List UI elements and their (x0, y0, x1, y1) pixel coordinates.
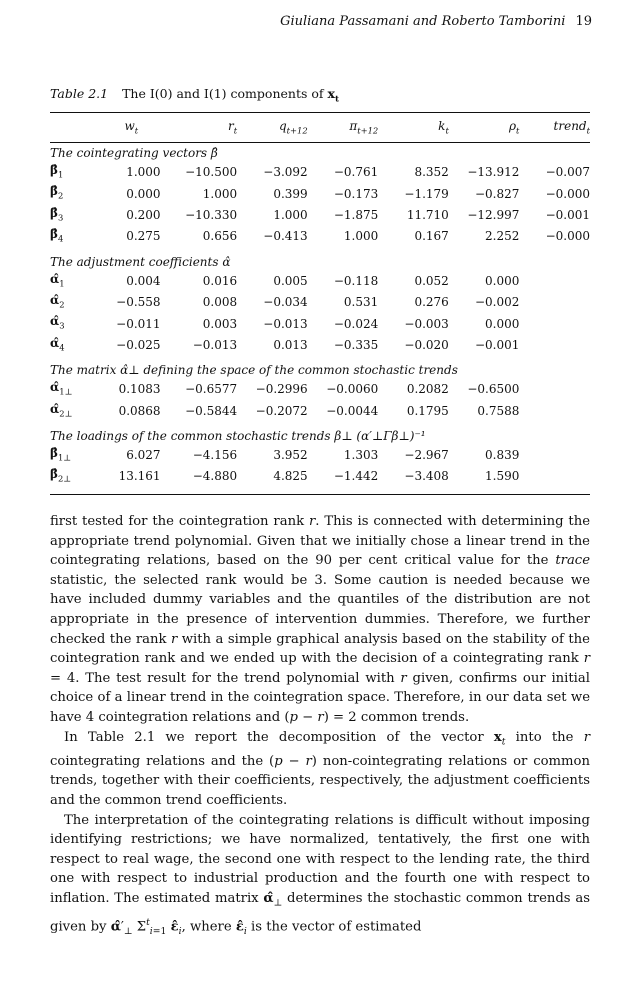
table-cell: −0.013 (192, 337, 238, 352)
table-cell: 0.839 (485, 448, 520, 463)
table-row (50, 271, 590, 292)
row-label: $\alphâ_1$ (50, 271, 65, 288)
row-label: $\alphâ_{2\perp}$ (50, 401, 73, 418)
header-blank (50, 117, 96, 141)
column-header-1: $r_t$ (228, 119, 238, 136)
table-cell: −0.335 (333, 337, 379, 352)
column-header-4: $k_t$ (438, 119, 449, 136)
table-cell: 0.000 (126, 186, 161, 201)
section-title: The loadings of the common stochastic trends β⊥ (α′⊥Γβ⊥)⁻¹ (50, 428, 426, 443)
table-cell: −0.413 (263, 229, 308, 244)
table-cell: −0.000 (545, 186, 590, 201)
table-cell (519, 313, 590, 334)
table-row (50, 226, 590, 247)
table-cell: −0.034 (263, 295, 308, 310)
table-cell (519, 335, 590, 356)
table-cell: 0.013 (273, 337, 308, 352)
section-title: The cointegrating vectors β̂ (50, 146, 218, 160)
section-title: The adjustment coefficients α̂ (50, 254, 231, 269)
table-cell: 0.003 (202, 316, 238, 331)
column-header-0: $w_t$ (124, 119, 139, 136)
table-cell: 0.000 (485, 273, 520, 288)
table-row (50, 292, 590, 313)
table-cell: −0.0044 (326, 403, 379, 418)
table-cell (519, 401, 590, 422)
table-cell (519, 271, 590, 292)
section-title-row (50, 248, 590, 271)
table-row (50, 335, 590, 356)
table-cell: −3.408 (404, 469, 449, 484)
table-cell: 0.000 (485, 316, 520, 331)
table-cell: 13.161 (118, 469, 161, 484)
table-cell: 3.952 (273, 448, 308, 463)
table-cell: 0.1083 (118, 382, 161, 397)
data-table (50, 117, 590, 488)
table-cell: −0.001 (545, 207, 590, 222)
table-row (50, 313, 590, 334)
table-cell: 11.710 (406, 207, 449, 222)
table-cell: −0.013 (263, 316, 308, 331)
table-cell: −0.2996 (255, 382, 308, 397)
table-cell: −0.0060 (326, 382, 379, 397)
table-title-var: $x_t$ (327, 86, 339, 105)
table-cell: −0.827 (474, 186, 520, 201)
column-header-5: $\rho_t$ (508, 119, 520, 136)
table-title: The I(0) and I(1) components of (122, 86, 324, 101)
table-cell: −1.179 (404, 186, 449, 201)
table-cell: 1.000 (126, 165, 161, 180)
row-label: $\betâ_3$ (50, 205, 64, 223)
table-row (50, 205, 590, 226)
table-bottom-rule (50, 494, 590, 495)
table-cell: −4.880 (192, 469, 238, 484)
table-cell: 0.2082 (406, 382, 449, 397)
table-cell: −0.002 (474, 295, 520, 310)
table-cell: 2.252 (485, 229, 520, 244)
table-cell: 8.352 (414, 165, 449, 180)
table-cell: −0.173 (333, 186, 379, 201)
row-label: $\betâ_{1\perp}$ (50, 445, 72, 463)
table-cell: −10.500 (185, 165, 238, 180)
table-cell: 0.656 (202, 229, 238, 244)
table-row (50, 445, 590, 466)
table-cell: −12.997 (467, 207, 520, 222)
table-cell: −0.761 (333, 165, 379, 180)
section-title: The matrix α̂⊥ defining the space of the common stochastic trends (50, 363, 458, 378)
table-cell: −10.330 (185, 207, 238, 222)
table-row (50, 401, 590, 422)
table-cell: −1.442 (333, 469, 379, 484)
table-cell: 1.000 (202, 186, 238, 201)
paragraph-1: first tested for the cointegration rank r. This is connected with determining the appropriate trend polynomial. Given that we initially chose a linear trend in the cointegrating relations, based on the 90 per cent critical value for the trace statistic, the selected rank would be 3. Some caution is needed because we have included dummy variables and the quantiles of the distribution are not appropriate in the presence of intervention dummies. Therefore, we further checked the rank r with a simple graphical analysis based on the stability of the cointegration rank and we ended up with the decision of a cointegrating rank r = 4. The test result for the trend polynomial with r given, confirms our initial choice of a linear trend in the cointegration space. Therefore, in our data set we have 4 cointegration relations and (p − r) = 2 common trends. (50, 514, 590, 725)
table-cell: 0.1795 (406, 403, 449, 418)
table-cell: 0.399 (273, 186, 308, 201)
table-row (50, 379, 590, 400)
section-title-row (50, 422, 590, 445)
table-number: Table 2.1 (50, 86, 109, 101)
table-caption (50, 86, 339, 105)
table-cell: 0.531 (343, 295, 379, 310)
table-cell: −0.6577 (185, 382, 238, 397)
table-cell: −0.007 (545, 165, 590, 180)
table-row (50, 466, 590, 487)
table-cell: −0.118 (333, 273, 379, 288)
table-cell: 1.000 (273, 207, 308, 222)
section-title-row (50, 356, 590, 379)
table-cell: 4.825 (273, 469, 308, 484)
table-cell: −0.025 (116, 337, 161, 352)
row-label: $\alphâ_2$ (50, 292, 65, 310)
table-cell: −0.2072 (255, 403, 308, 418)
table-cell: −2.967 (404, 448, 449, 463)
row-label: $\betâ_1$ (50, 163, 64, 180)
row-label: $\alphâ_4$ (50, 335, 65, 353)
section-title-row (50, 141, 590, 162)
table-cell: 0.200 (126, 207, 161, 222)
table-cell: 0.016 (202, 273, 238, 288)
table-cell: 1.590 (485, 469, 520, 484)
table-cell: −0.6500 (467, 382, 520, 397)
table-cell: −0.558 (116, 295, 161, 310)
row-label: $\betâ_4$ (50, 227, 64, 244)
row-label: $\betâ_2$ (50, 184, 64, 201)
running-head-authors: Giuliana Passamani and Roberto Tamborini (280, 14, 566, 29)
table-cell: 1.000 (343, 229, 379, 244)
table-top-rule (50, 112, 590, 113)
row-label: $\alphâ_3$ (50, 314, 65, 331)
table-cell: 0.275 (126, 229, 161, 244)
table-cell (519, 292, 590, 313)
table-row (50, 162, 590, 183)
table-cell: −3.092 (263, 165, 308, 180)
table-cell: 6.027 (126, 448, 161, 463)
table-cell: 0.008 (202, 295, 238, 310)
table-cell: −0.003 (404, 316, 449, 331)
table-cell: 0.005 (273, 273, 308, 288)
body-text (50, 512, 590, 942)
table-cell: −1.875 (333, 207, 379, 222)
column-header-2: $q_{t+12}$ (278, 119, 308, 136)
table-cell: −4.156 (192, 448, 238, 463)
table-cell: −0.020 (404, 337, 449, 352)
table-cell: −0.001 (474, 337, 520, 352)
table-cell: 0.276 (414, 295, 449, 310)
table-cell: 1.303 (343, 448, 379, 463)
table-cell (519, 445, 590, 466)
table-cell (519, 466, 590, 487)
paragraph-3: The interpretation of the cointegrating relations is difficult without imposing identifying restrictions; we have normalized, tentatively, the first one with respect to real wage, the second one with respect to the lending rate, the third one with respect to industrial production and the fourth one with respect to inflation. The estimated matrix $\alphâ_\perp$ determines the stochastic common trends as given by $\alphâ'_\perp$ $\Sigma^t_{i=1}$ $\varepsilon̂_i$, where $\varepsilon̂_i$ is the vector of estimated (50, 812, 591, 938)
table-cell: 0.004 (126, 273, 161, 288)
table-cell: 0.7588 (477, 403, 520, 418)
table-cell: −0.011 (116, 316, 161, 331)
table-cell: 0.052 (414, 273, 449, 288)
column-header-6: trend$_t$ (553, 119, 590, 136)
table-row (50, 183, 590, 204)
table-header-row (50, 117, 590, 141)
table-cell: −13.912 (467, 165, 520, 180)
paragraph-2: In Table 2.1 we report the decomposition of the vector $x_t$ into the r cointegrating relations and the (p − r) non-cointegrating relations or common trends, together with their coefficients, respectively, the adjustment coefficients and the common trend coefficients. (50, 729, 591, 808)
table-cell: −0.024 (333, 316, 379, 331)
running-head (280, 14, 592, 29)
row-label: $\alphâ_{1\perp}$ (50, 380, 73, 397)
table-cell (519, 379, 590, 400)
table-cell: −0.000 (545, 229, 590, 244)
column-header-3: $\pi_{t+12}$ (349, 119, 379, 136)
row-label: $\betâ_{2\perp}$ (50, 467, 72, 484)
table-cell: 0.0868 (118, 403, 161, 418)
page-number: 19 (575, 14, 592, 29)
table-cell: 0.167 (414, 229, 449, 244)
table-cell: −0.5844 (185, 403, 238, 418)
